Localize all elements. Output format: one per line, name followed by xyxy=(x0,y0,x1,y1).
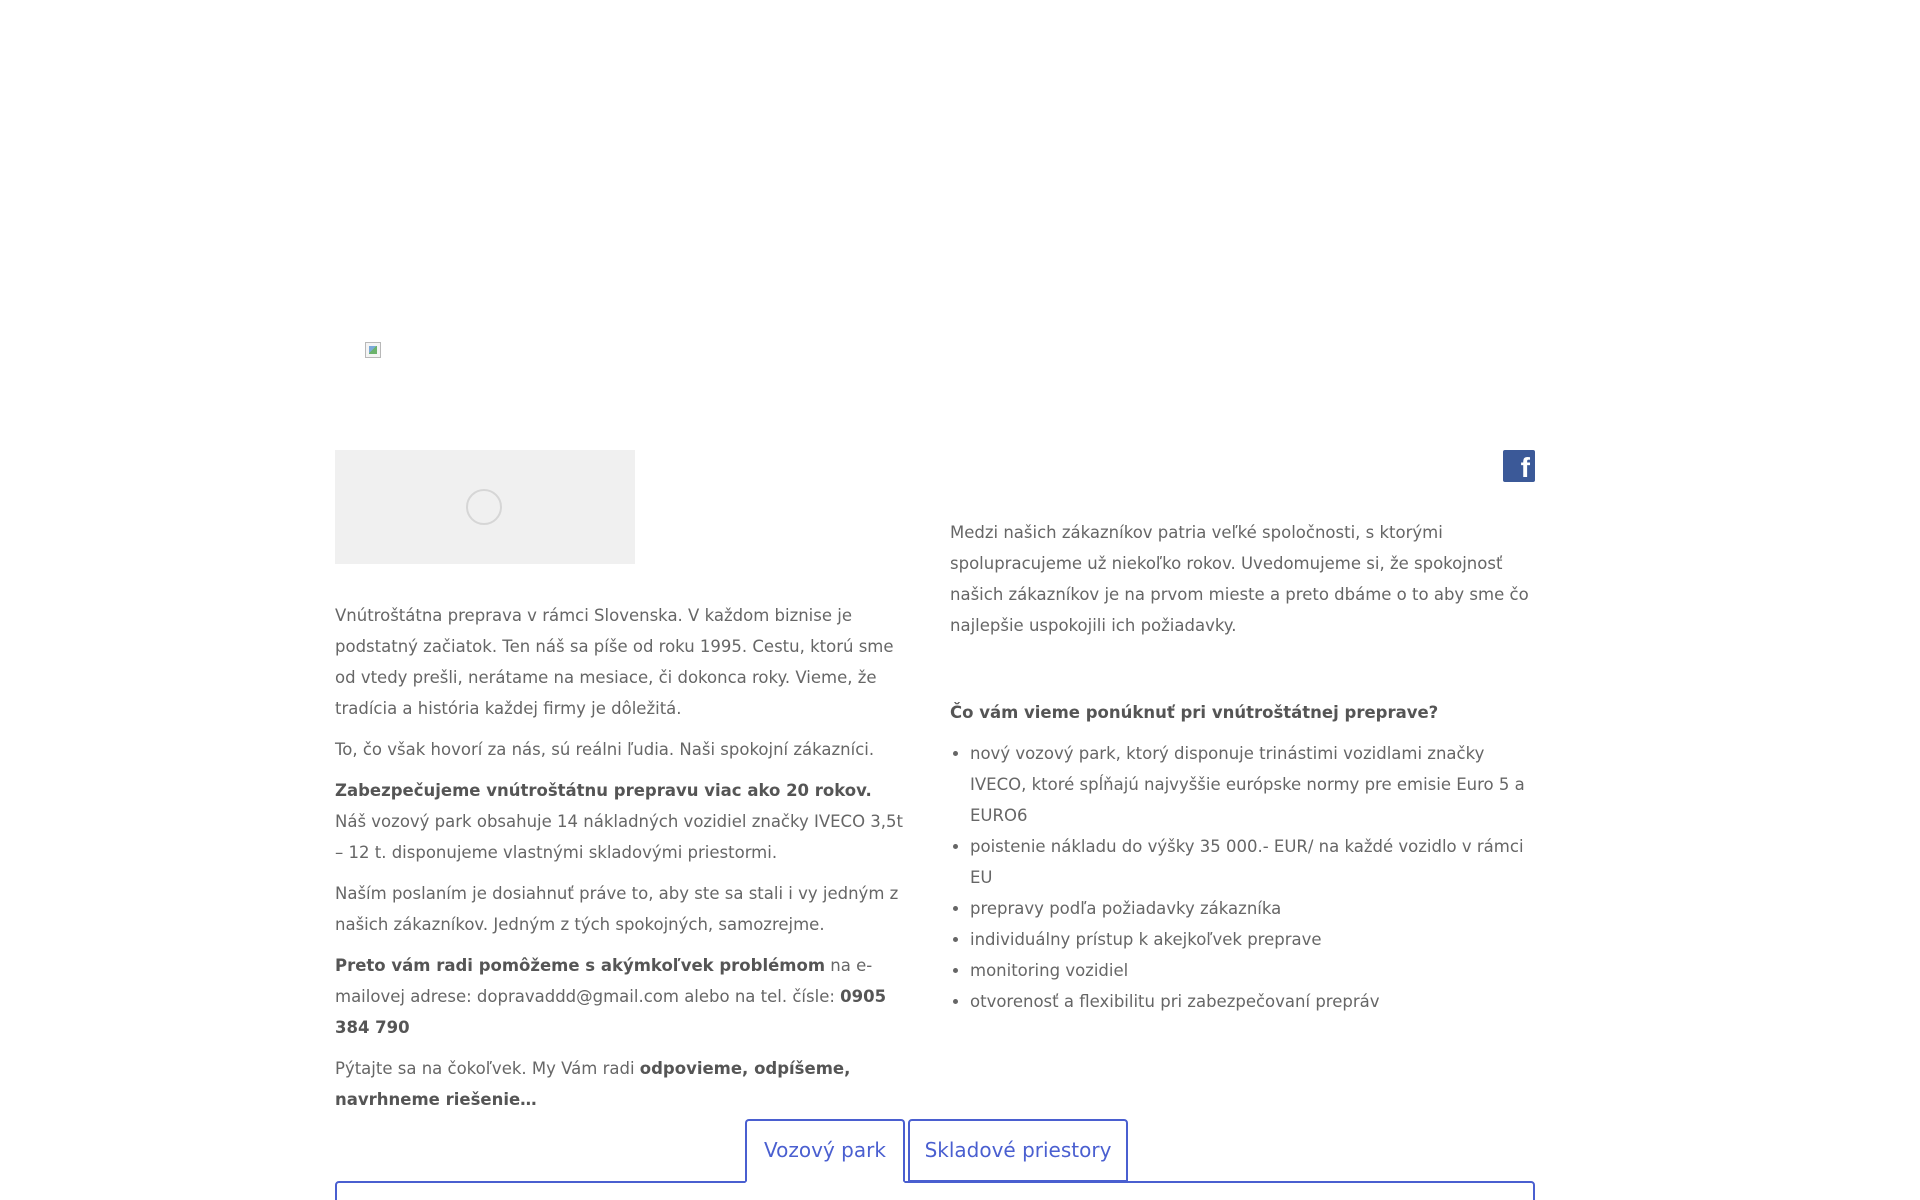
contact-text: na e-mailovej adrese: dopravaddd@gmail.com alebo na tel. čísle: xyxy=(335,956,873,1006)
customers-paragraph: To, čo však hovorí za nás, sú reálni ľudia. Naši spokojní zákazníci. xyxy=(335,740,875,759)
intro-text-column xyxy=(335,600,905,1125)
tabs-container xyxy=(335,1119,1535,1200)
facebook-icon[interactable]: f xyxy=(1503,450,1535,482)
contact-phone[interactable]: 0905 384 790 xyxy=(335,987,887,1037)
offer-list-item: • individuálny prístup k akejkoľvek preprave xyxy=(970,924,1535,955)
video-placeholder[interactable] xyxy=(335,450,635,564)
offer-list-item: • nový vozový park, ktorý disponuje trinástimi vozidlami značky IVECO, ktoré spĺňajú najvyššie európske normy pre emisie Euro 5 a EURO6 xyxy=(970,738,1535,831)
mission-paragraph: Naším poslaním je dosiahnuť práve to, aby ste sa stali i vy jedným z našich zákazníkov. Jedným z tých spokojných, samozrejme. xyxy=(335,884,899,934)
tab-skladove-priestory[interactable]: Skladové priestory xyxy=(908,1119,1128,1182)
offer-question xyxy=(950,697,1535,728)
logo-image-broken-icon[interactable] xyxy=(365,342,381,358)
offer-list-item: • prepravy podľa požiadavky zákazníka xyxy=(970,893,1535,924)
fleet-highlight: Zabezpečujeme vnútroštátnu prepravu viac ako 20 rokov. xyxy=(335,781,872,800)
fleet-text: Náš vozový park obsahuje 14 nákladných vozidiel značky IVECO 3,5t – 12 t. disponujeme vlastnými skladovými priestormi. xyxy=(335,812,904,862)
offer-list-item: • monitoring vozidiel xyxy=(970,955,1535,986)
offer-list-item: • poistenie nákladu do výšky 35 000.- EUR/ na každé vozidlo v rámci EU xyxy=(970,831,1535,893)
ask-highlight: odpovieme, odpíšeme, navrhneme riešenie… xyxy=(335,1059,851,1109)
tab-panel xyxy=(335,1181,1535,1200)
contact-highlight: Preto vám radi pomôžeme s akýmkoľvek problémom xyxy=(335,956,826,975)
tab-vozovy-park[interactable]: Vozový park xyxy=(745,1119,905,1183)
ask-paragraph xyxy=(335,1053,905,1115)
fleet-paragraph xyxy=(335,775,905,868)
offer-question-text: Čo vám vieme ponúknuť pri vnútroštátnej preprave? xyxy=(950,703,1439,722)
loading-spinner-icon xyxy=(466,489,502,525)
offer-text-column xyxy=(950,517,1535,1017)
offer-list xyxy=(950,738,1535,1017)
clients-paragraph: Medzi našich zákazníkov patria veľké spoločnosti, s ktorými spolupracujeme už niekoľko rokov. Uvedomujeme si, že spokojnosť našich zákazníkov je na prvom mieste a preto dbáme o to aby sme čo najlepšie uspokojili ich požiadavky. xyxy=(950,523,1529,635)
ask-text: Pýtajte sa na čokoľvek. My Vám radi xyxy=(335,1059,640,1078)
offer-list-item: • otvorenosť a flexibilitu pri zabezpečovaní prepráv xyxy=(970,986,1535,1017)
contact-paragraph xyxy=(335,950,905,1043)
history-paragraph: Vnútroštátna preprava v rámci Slovenska. V každom biznise je podstatný začiatok. Ten náš sa píše od roku 1995. Cestu, ktorú sme od vtedy prešli, nerátame na mesiace, či dokonca roky. Vieme, že tradícia a história každej firmy je dôležitá. xyxy=(335,606,894,718)
